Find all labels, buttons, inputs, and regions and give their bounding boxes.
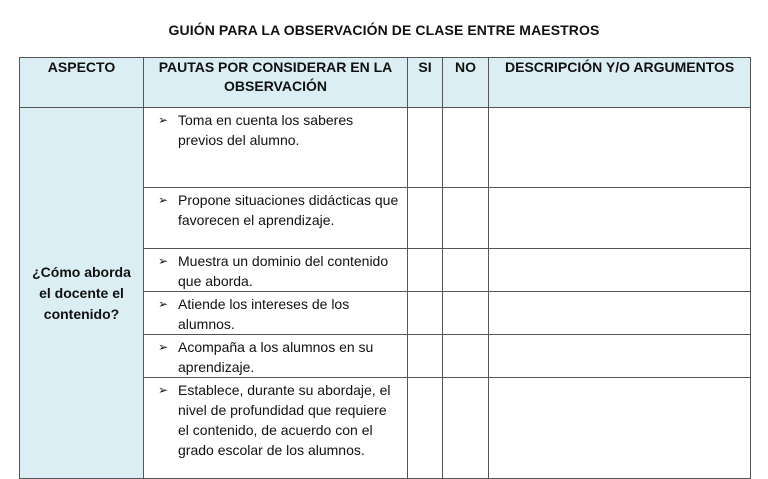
header-pautas: PAUTAS POR CONSIDERAR EN LA OBSERVACIÓN (144, 58, 408, 108)
observation-table (19, 57, 751, 479)
guide-text: Muestra un dominio del contenido que aborda. (178, 253, 389, 289)
no-cell[interactable] (443, 378, 489, 479)
si-cell[interactable] (408, 108, 443, 188)
guide-text: Establece, durante su abordaje, el nivel de profundidad que requiere el contenido, de acuerdo con el grado escolar de los alumnos. (178, 382, 391, 458)
no-cell[interactable] (443, 292, 489, 335)
arrow-bullet-icon: ➢ (157, 340, 169, 354)
guide-cell (144, 292, 408, 335)
page-title: GUIÓN PARA LA OBSERVACIÓN DE CLASE ENTRE MAESTROS (168, 22, 600, 38)
no-cell[interactable] (443, 188, 489, 249)
header-no: NO (443, 58, 489, 108)
table-row (20, 108, 751, 188)
arrow-bullet-icon: ➢ (157, 383, 169, 397)
si-cell[interactable] (408, 335, 443, 378)
no-cell[interactable] (443, 335, 489, 378)
arrow-bullet-icon: ➢ (157, 113, 169, 127)
guide-cell (144, 249, 408, 292)
description-cell[interactable] (489, 249, 751, 292)
guide-cell (144, 335, 408, 378)
description-cell[interactable] (489, 378, 751, 479)
guide-text: Propone situaciones didácticas que favorecen el aprendizaje. (178, 192, 399, 228)
table-header-row (20, 58, 751, 108)
arrow-bullet-icon: ➢ (157, 254, 169, 268)
guide-cell (144, 378, 408, 479)
guide-text: Acompaña a los alumnos en su aprendizaje. (178, 339, 374, 375)
si-cell[interactable] (408, 292, 443, 335)
header-si: SI (408, 58, 443, 108)
header-descripcion: DESCRIPCIÓN Y/O ARGUMENTOS (489, 58, 751, 108)
guide-text: Toma en cuenta los saberes previos del alumno. (178, 112, 354, 148)
arrow-bullet-icon: ➢ (157, 297, 169, 311)
description-cell[interactable] (489, 292, 751, 335)
si-cell[interactable] (408, 249, 443, 292)
si-cell[interactable] (408, 188, 443, 249)
description-cell[interactable] (489, 108, 751, 188)
guide-text: Atiende los intereses de los alumnos. (178, 296, 350, 332)
guide-cell (144, 188, 408, 249)
no-cell[interactable] (443, 249, 489, 292)
arrow-bullet-icon: ➢ (157, 193, 169, 207)
header-aspecto: ASPECTO (20, 58, 144, 108)
si-cell[interactable] (408, 378, 443, 479)
no-cell[interactable] (443, 108, 489, 188)
description-cell[interactable] (489, 335, 751, 378)
description-cell[interactable] (489, 188, 751, 249)
guide-cell (144, 108, 408, 188)
aspect-cell: ¿Cómo aborda el docente el contenido? (20, 108, 144, 479)
